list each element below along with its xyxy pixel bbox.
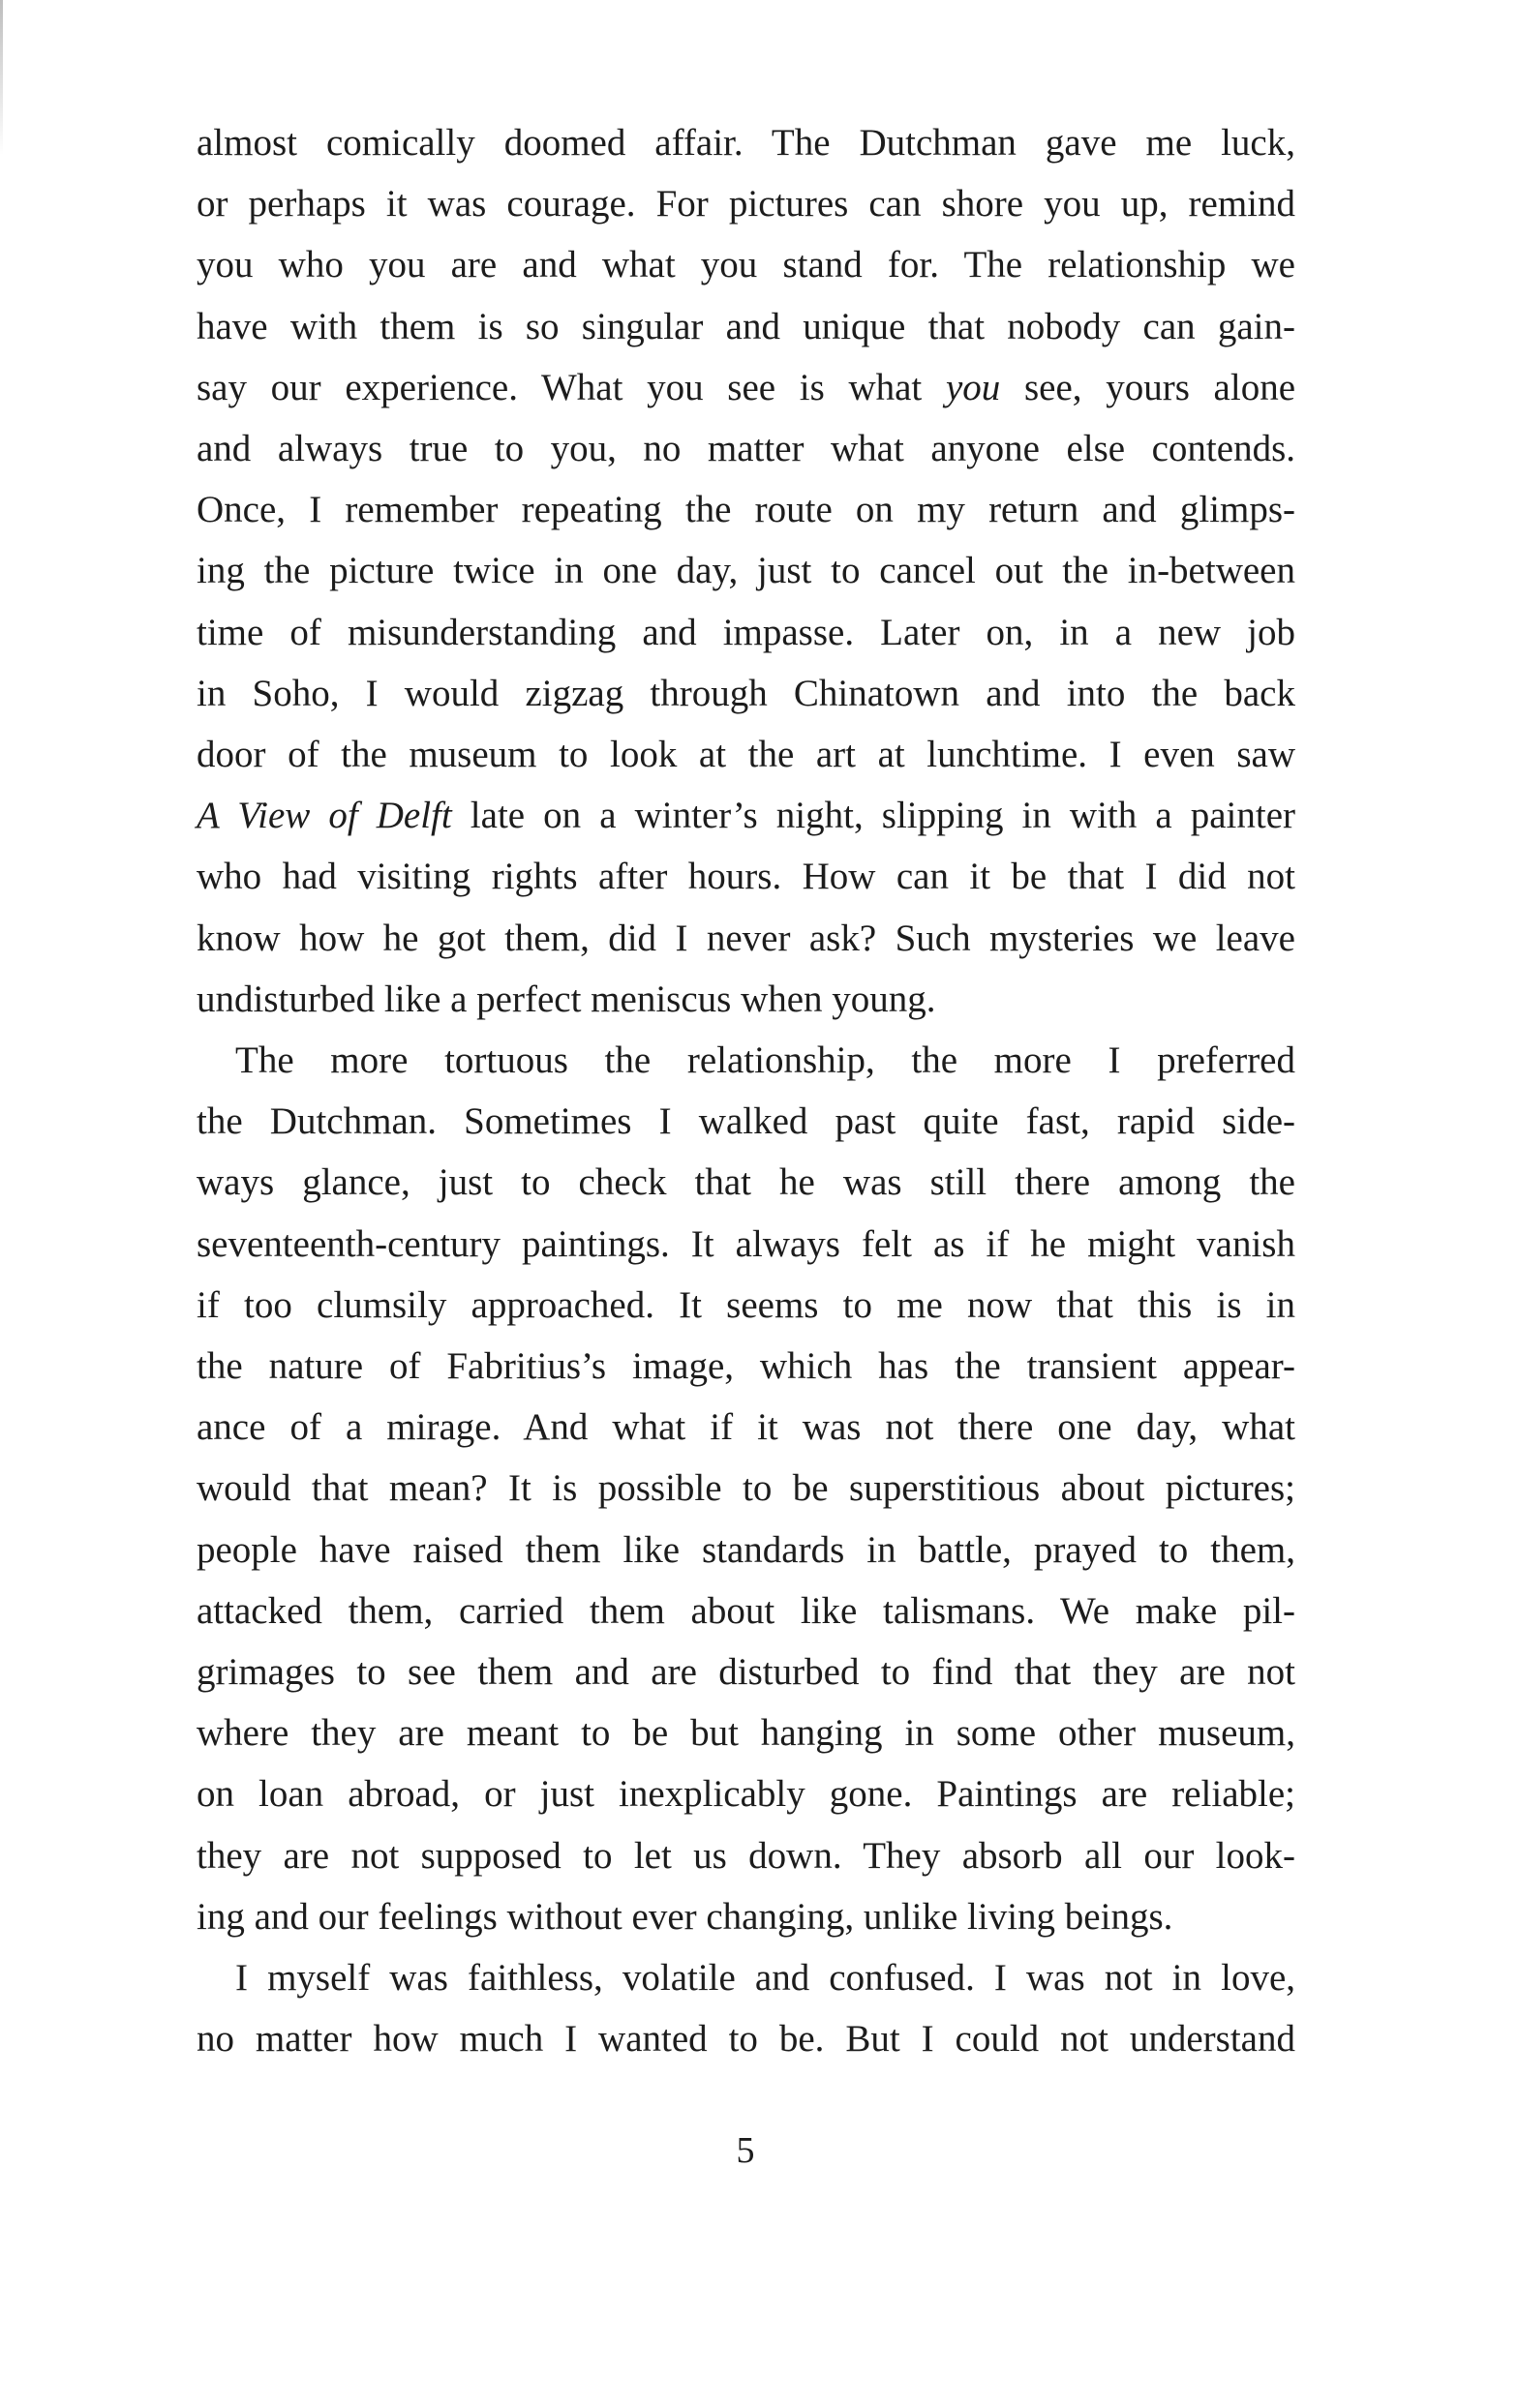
text-line: and always true to you, no matter what anyone else contends. [197, 428, 1295, 470]
paragraph-1 [197, 112, 1295, 1030]
text-line: in Soho, I would zigzag through Chinatown and into the back [197, 672, 1295, 714]
text-line: who had visiting rights after hours. How can it be that I did not [197, 856, 1295, 898]
text-line: people have raised them like standards in battle, prayed to them, [197, 1528, 1295, 1571]
text-line: door of the museum to look at the art at lunchtime. I even saw [197, 734, 1295, 776]
text-line-last: ing and our feelings without ever changing, unlike living beings. [197, 1895, 1173, 1938]
text-line: where they are meant to be but hanging in some other museum, [197, 1712, 1295, 1755]
text-line: almost comically doomed affair. The Dutchman gave me luck, [197, 122, 1295, 164]
text-line: know how he got them, did I never ask? Such mysteries we leave [197, 917, 1295, 959]
text-run: late on a winter’s night, slipping in with a painter [451, 795, 1295, 837]
text-line [197, 785, 1295, 846]
text-line-first: The more tortuous the relationship, the more I preferred [235, 1039, 1295, 1082]
paragraph-3 [197, 1947, 1295, 2069]
text-line: would that mean? It is possible to be superstitious about pictures; [197, 1467, 1295, 1510]
page-number: 5 [736, 2130, 755, 2171]
text-line: time of misunderstanding and impasse. Later on, in a new job [197, 611, 1295, 653]
text-line [197, 357, 1295, 418]
body-text [197, 112, 1295, 2070]
text-line: the Dutchman. Sometimes I walked past quite fast, rapid side- [197, 1100, 1295, 1143]
paragraph-2 [197, 1030, 1295, 1947]
text-run: say our experience. What you see is what [197, 366, 946, 408]
text-line: ways glance, just to check that he was still there among the [197, 1161, 1295, 1204]
text-line: ance of a mirage. And what if it was not there one day, what [197, 1406, 1295, 1449]
text-line: attacked them, carried them about like talismans. We make pil- [197, 1589, 1295, 1632]
text-line: seventeenth-century paintings. It always felt as if he might vanish [197, 1222, 1295, 1265]
text-line: if too clumsily approached. It seems to me now that this is in [197, 1283, 1295, 1326]
text-line: you who you are and what you stand for. The relationship we [197, 244, 1295, 286]
page-edge-shadow [0, 0, 3, 155]
text-line: no matter how much I wanted to be. But I could not understand [197, 2018, 1295, 2061]
text-line: Once, I remember repeating the route on my return and glimps- [197, 489, 1295, 531]
text-line: or perhaps it was courage. For pictures can shore you up, remind [197, 183, 1295, 226]
text-line-last: undisturbed like a perfect meniscus when young. [197, 978, 936, 1020]
text-line: on loan abroad, or just inexplicably gone. Paintings are reliable; [197, 1773, 1295, 1816]
text-line: ing the picture twice in one day, just to cancel out the in-between [197, 550, 1295, 592]
text-line: have with them is so singular and unique that nobody can gain- [197, 305, 1295, 347]
text-run: see, yours alone [1000, 366, 1296, 408]
text-line: the nature of Fabritius’s image, which has the transient appear- [197, 1345, 1295, 1388]
text-line: grimages to see them and are disturbed to find that they are not [197, 1651, 1295, 1694]
text-line: they are not supposed to let us down. They absorb all our look- [197, 1834, 1295, 1877]
italic-word: you [945, 366, 1001, 408]
italic-title: A View of Delft [197, 795, 452, 837]
text-line-first: I myself was faithless, volatile and confused. I was not in love, [235, 1957, 1295, 2000]
